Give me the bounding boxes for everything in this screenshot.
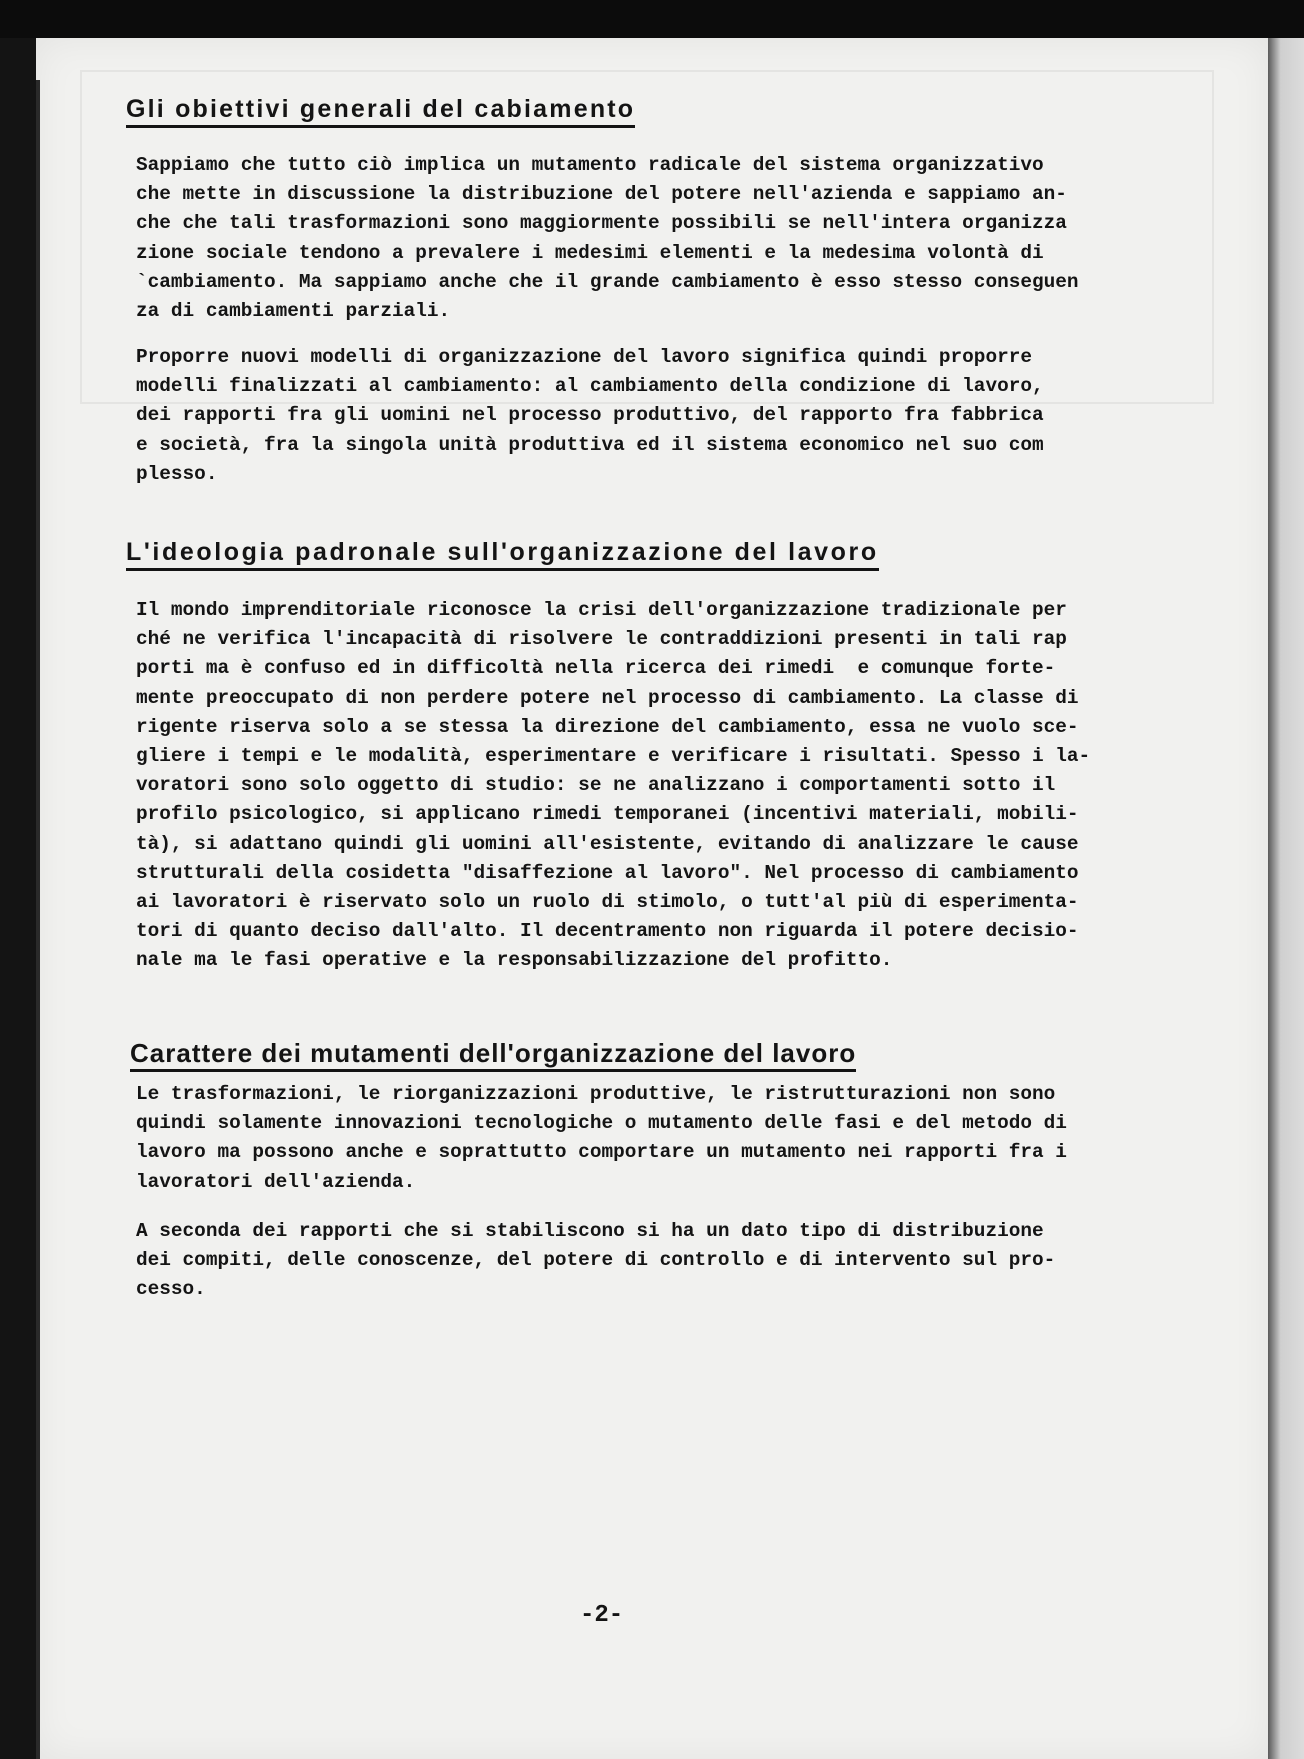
paragraph-ideology-1: Il mondo imprenditoriale riconosce la crisi dell'organizzazione tradizionale per ché ne verifica l'incapacità di risolvere le contraddizioni presenti in tali rap porti ma è confuso ed in difficoltà nella ricerca dei rimedi e comunque forte- mente preoccupato di non perdere potere nel processo di cambiamento. La classe di rigente riserva solo a se stessa la direzione del cambiamento, essa ne vuolo sce- gliere i tempi e le modalità, esperimentare e verificare i risultati. Spesso i la- voratori sono solo oggetto di studio: se ne analizzano i comportamenti sotto il profilo psicologico, si applicano rimedi temporanei (incentivi materiali, mobili- tà), si adattano quindi gli uomini all'esistente, evitando di analizzare le cause strutturali della cosidetta "disaffezione al lavoro". Nel processo di cambiamento ai lavoratori è riservato solo un ruolo di stimolo, o tutt'al più di esperimenta- tori di quanto deciso dall'alto. Il decentramento non riguarda il potere decisio- nale ma le fasi operative e la responsabilizzazione del profitto. (136, 599, 1091, 972)
paragraph-changes-1: Le trasformazioni, le riorganizzazioni produttive, le ristrutturazioni non sono quindi solamente innovazioni tecnologiche o mutamento delle fasi e del metodo di lavoro ma possono anche e soprattutto comportare un mutamento nei rapporti fra i lavoratori dell'azienda. (136, 1083, 1067, 1193)
binding-edge (36, 80, 40, 1759)
scan-top-border (0, 0, 1304, 38)
paragraph-changes-2: A seconda dei rapporti che si stabiliscono si ha un dato tipo di distribuzione dei compiti, delle conoscenze, del potere di controllo e di intervento sul pro- cesso. (136, 1220, 1056, 1301)
page-number: -2- (580, 1602, 624, 1629)
section-heading-objectives: Gli obiettivi generali del cabiamento (126, 97, 635, 128)
section-heading-changes: Carattere dei mutamenti dell'organizzazione del lavoro (130, 1040, 856, 1072)
scan-right-edge (1268, 38, 1304, 1759)
section-heading-ideology: L'ideologia padronale sull'organizzazione del lavoro (126, 540, 879, 571)
paragraph-objectives-2: Proporre nuovi modelli di organizzazione del lavoro significa quindi proporre modelli finalizzati al cambiamento: al cambiamento della condizione di lavoro, dei rapporti fra gli uomini nel processo produttivo, del rapporto fra fabbrica e società, fra la singola unità produttiva ed il sistema economico nel suo com plesso. (136, 346, 1044, 485)
paragraph-objectives-1: Sappiamo che tutto ciò implica un mutamento radicale del sistema organizzativo che mette in discussione la distribuzione del potere nell'azienda e sappiamo an- che che tali trasformazioni sono maggiormente possibili se nell'intera organizza zione sociale tendono a prevalere i medesimi elementi e la medesima volontà di `cambiamento. Ma sappiamo anche che il grande cambiamento è esso stesso conseguen za di cambiamenti parziali. (136, 154, 1079, 323)
